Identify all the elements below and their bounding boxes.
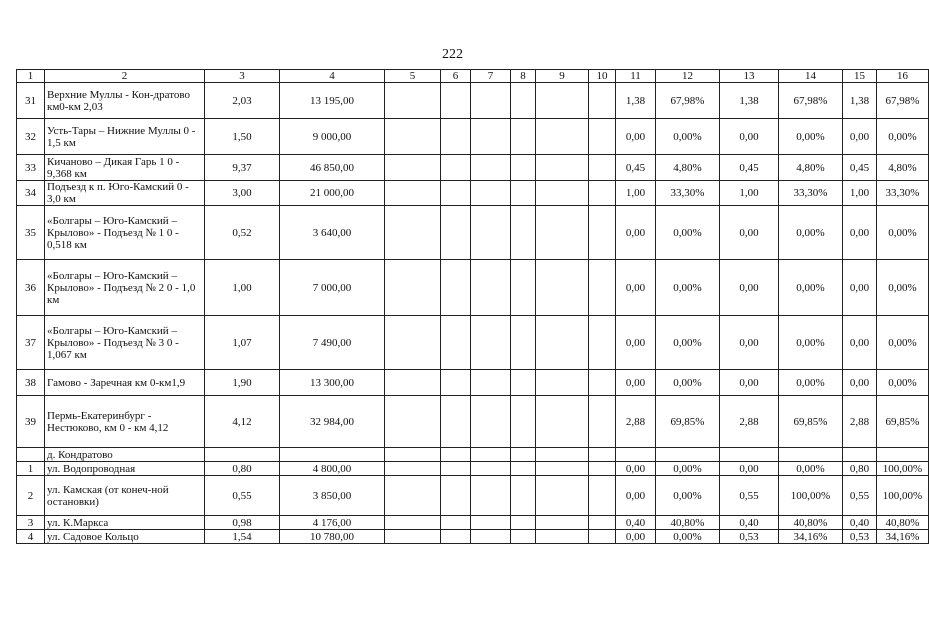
table-cell: 1,38	[843, 83, 877, 119]
table-cell: 9,37	[205, 155, 280, 181]
table-cell: 0,55	[720, 476, 779, 516]
table-cell	[385, 316, 441, 370]
table-cell	[471, 155, 511, 181]
column-header: 14	[779, 70, 843, 83]
table-cell: 0,40	[843, 516, 877, 530]
table-cell	[589, 396, 616, 448]
table-cell: 21 000,00	[280, 181, 385, 206]
table-cell: 34,16%	[877, 530, 929, 544]
table-cell: 0,98	[205, 516, 280, 530]
table-cell	[385, 119, 441, 155]
table-cell	[385, 530, 441, 544]
table-cell	[589, 206, 616, 260]
column-header: 2	[45, 70, 205, 83]
table-cell: 35	[17, 206, 45, 260]
table-cell	[511, 370, 536, 396]
table-cell	[385, 181, 441, 206]
header-row	[17, 70, 929, 83]
table-cell: 0,00	[843, 260, 877, 316]
column-header: 8	[511, 70, 536, 83]
table-cell	[536, 462, 589, 476]
table-cell: 0,80	[843, 462, 877, 476]
table-cell: 40,80%	[877, 516, 929, 530]
table-row	[17, 181, 929, 206]
table-cell: 0,00	[843, 206, 877, 260]
table-cell	[441, 462, 471, 476]
table-cell	[471, 260, 511, 316]
table-cell: д. Кондратово	[45, 448, 205, 462]
table-cell: 13 300,00	[280, 370, 385, 396]
table-row	[17, 206, 929, 260]
table-cell: 4 800,00	[280, 462, 385, 476]
table-cell: 1,00	[843, 181, 877, 206]
table-row	[17, 462, 929, 476]
table-body	[17, 83, 929, 544]
table-cell: 0,00%	[656, 462, 720, 476]
table-cell	[536, 119, 589, 155]
table-cell	[511, 396, 536, 448]
table-cell	[471, 316, 511, 370]
table-cell: 0,00%	[656, 476, 720, 516]
table-cell	[511, 206, 536, 260]
table-cell: 0,00	[843, 370, 877, 396]
table-cell	[589, 83, 616, 119]
table-cell	[441, 530, 471, 544]
table-cell: 0,00	[720, 316, 779, 370]
table-cell	[441, 316, 471, 370]
table-cell: 0,00%	[656, 206, 720, 260]
table-cell: 40,80%	[779, 516, 843, 530]
table-cell	[536, 316, 589, 370]
table-cell: 0,00%	[656, 370, 720, 396]
table-cell	[385, 206, 441, 260]
table-cell: 0,00	[720, 206, 779, 260]
table-cell: 0,00%	[877, 316, 929, 370]
table-cell: 2,88	[616, 396, 656, 448]
table-cell: 2,03	[205, 83, 280, 119]
table-cell: 0,00%	[779, 316, 843, 370]
table-cell	[511, 476, 536, 516]
column-header: 11	[616, 70, 656, 83]
column-header: 9	[536, 70, 589, 83]
table-cell	[441, 260, 471, 316]
table-cell: 0,00%	[877, 119, 929, 155]
table-cell	[471, 119, 511, 155]
column-header: 4	[280, 70, 385, 83]
table-cell: Усть-Тары – Нижние Муллы 0 - 1,5 км	[45, 119, 205, 155]
table-row	[17, 119, 929, 155]
table-cell: 1,38	[616, 83, 656, 119]
table-cell	[205, 448, 280, 462]
column-header: 16	[877, 70, 929, 83]
table-cell	[471, 206, 511, 260]
column-header: 6	[441, 70, 471, 83]
table-cell	[843, 448, 877, 462]
column-header: 5	[385, 70, 441, 83]
table-cell: 1	[17, 462, 45, 476]
table-cell	[511, 448, 536, 462]
table-cell: 0,00%	[656, 119, 720, 155]
table-cell	[441, 155, 471, 181]
table-cell	[589, 260, 616, 316]
table-cell	[471, 396, 511, 448]
table-cell: 32	[17, 119, 45, 155]
table-cell	[385, 462, 441, 476]
table-row	[17, 370, 929, 396]
table-cell: 1,50	[205, 119, 280, 155]
table-cell: 39	[17, 396, 45, 448]
table-cell: 0,00	[616, 206, 656, 260]
table-cell	[471, 181, 511, 206]
table-cell	[511, 530, 536, 544]
table-cell: 0,00	[616, 462, 656, 476]
table-cell: 38	[17, 370, 45, 396]
table-cell: 4,12	[205, 396, 280, 448]
table-cell: 0,00	[616, 370, 656, 396]
table-cell: 40,80%	[656, 516, 720, 530]
table-row	[17, 448, 929, 462]
table-cell	[589, 516, 616, 530]
table-cell: 13 195,00	[280, 83, 385, 119]
table-cell	[536, 155, 589, 181]
table-row	[17, 476, 929, 516]
table-cell	[385, 83, 441, 119]
table-cell: Пермь-Екатеринбург - Нестюково, км 0 - км 4,12	[45, 396, 205, 448]
table-cell: 4,80%	[779, 155, 843, 181]
table-cell	[536, 181, 589, 206]
column-header: 12	[656, 70, 720, 83]
table-cell: 0,00	[843, 119, 877, 155]
table-cell	[589, 316, 616, 370]
table-cell	[17, 448, 45, 462]
table-cell: 67,98%	[779, 83, 843, 119]
table-cell: 0,00%	[877, 260, 929, 316]
table-cell	[471, 370, 511, 396]
column-header: 10	[589, 70, 616, 83]
table-cell: 0,45	[720, 155, 779, 181]
table-row	[17, 155, 929, 181]
table-cell: 3 640,00	[280, 206, 385, 260]
table-cell	[877, 448, 929, 462]
table-cell: 2	[17, 476, 45, 516]
table-cell	[471, 530, 511, 544]
table-cell: 4,80%	[656, 155, 720, 181]
table-cell: 0,55	[205, 476, 280, 516]
table-row	[17, 316, 929, 370]
table-cell	[720, 448, 779, 462]
table-cell	[471, 83, 511, 119]
data-table	[16, 69, 929, 544]
table-cell	[511, 181, 536, 206]
table-cell	[779, 448, 843, 462]
table-cell	[536, 206, 589, 260]
table-cell	[511, 516, 536, 530]
table-cell	[511, 119, 536, 155]
table-cell: 100,00%	[877, 476, 929, 516]
table-cell: Подъезд к п. Юго-Камский 0 - 3,0 км	[45, 181, 205, 206]
table-cell: Кичаново – Дикая Гарь 1 0 - 9,368 км	[45, 155, 205, 181]
table-cell: 10 780,00	[280, 530, 385, 544]
table-cell: 37	[17, 316, 45, 370]
table-cell: 69,85%	[877, 396, 929, 448]
table-cell: 0,00%	[877, 206, 929, 260]
table-row	[17, 260, 929, 316]
table-cell: 0,00%	[779, 119, 843, 155]
table-cell	[511, 155, 536, 181]
table-cell	[385, 396, 441, 448]
table-cell: 36	[17, 260, 45, 316]
table-cell	[589, 155, 616, 181]
table-cell: 32 984,00	[280, 396, 385, 448]
table-cell: 0,00	[616, 476, 656, 516]
table-cell	[471, 462, 511, 476]
table-cell: 67,98%	[656, 83, 720, 119]
table-cell: 1,54	[205, 530, 280, 544]
table-cell: 3	[17, 516, 45, 530]
column-header: 7	[471, 70, 511, 83]
table-cell: 33,30%	[877, 181, 929, 206]
table-cell: 0,00	[720, 260, 779, 316]
page-number: 222	[442, 47, 463, 62]
table-cell: 0,00	[616, 119, 656, 155]
table-cell	[385, 476, 441, 516]
table-cell: 0,45	[616, 155, 656, 181]
table-row	[17, 83, 929, 119]
table-cell: 0,40	[720, 516, 779, 530]
table-cell	[536, 396, 589, 448]
table-cell: «Болгары – Юго-Камский – Крылово» - Подъезд № 2 0 - 1,0 км	[45, 260, 205, 316]
table-cell	[589, 181, 616, 206]
table-cell: Верхние Муллы - Кон-дратово км0-км 2,03	[45, 83, 205, 119]
table-cell	[536, 476, 589, 516]
table-cell: 0,00%	[779, 260, 843, 316]
table-cell: 69,85%	[779, 396, 843, 448]
table-cell: 33	[17, 155, 45, 181]
table-cell: 4,80%	[877, 155, 929, 181]
table-cell: 0,80	[205, 462, 280, 476]
table-cell	[441, 476, 471, 516]
table-cell	[385, 516, 441, 530]
table-cell: 33,30%	[656, 181, 720, 206]
table-cell: 0,55	[843, 476, 877, 516]
table-cell: 1,00	[616, 181, 656, 206]
table-row	[17, 530, 929, 544]
table-cell	[441, 83, 471, 119]
table-row	[17, 396, 929, 448]
table-cell: 2,88	[843, 396, 877, 448]
table-cell	[589, 530, 616, 544]
table-cell: 33,30%	[779, 181, 843, 206]
table-cell	[589, 476, 616, 516]
table-cell	[589, 462, 616, 476]
table-cell	[511, 316, 536, 370]
table-cell: 3 850,00	[280, 476, 385, 516]
table-cell: ул. Камская (от конеч-ной остановки)	[45, 476, 205, 516]
table-cell: 46 850,00	[280, 155, 385, 181]
table-cell: 34	[17, 181, 45, 206]
table-cell	[536, 448, 589, 462]
table-cell: 0,53	[843, 530, 877, 544]
table-cell	[536, 83, 589, 119]
table-cell	[441, 370, 471, 396]
table-cell	[616, 448, 656, 462]
table-cell: 69,85%	[656, 396, 720, 448]
table-cell: 0,45	[843, 155, 877, 181]
table-cell: 3,00	[205, 181, 280, 206]
table-cell	[385, 260, 441, 316]
table-cell: 1,90	[205, 370, 280, 396]
table-cell	[511, 462, 536, 476]
table-cell: 0,00%	[656, 260, 720, 316]
column-header: 13	[720, 70, 779, 83]
table-cell: 2,88	[720, 396, 779, 448]
table-cell: Гамово - Заречная км 0-км1,9	[45, 370, 205, 396]
table-cell: 0,00%	[656, 316, 720, 370]
table-cell	[589, 448, 616, 462]
table-cell	[536, 370, 589, 396]
column-header: 15	[843, 70, 877, 83]
table-cell	[441, 181, 471, 206]
table-cell	[656, 448, 720, 462]
table-cell: 4 176,00	[280, 516, 385, 530]
table-cell: 0,00%	[779, 462, 843, 476]
table-cell	[536, 530, 589, 544]
table-cell: 1,07	[205, 316, 280, 370]
table-cell	[536, 260, 589, 316]
table-cell	[385, 448, 441, 462]
table-cell: 0,00%	[779, 370, 843, 396]
table-row	[17, 516, 929, 530]
table-cell: 0,00	[720, 370, 779, 396]
table-cell: 0,00	[616, 260, 656, 316]
table-cell: «Болгары – Юго-Камский – Крылово» - Подъезд № 3 0 - 1,067 км	[45, 316, 205, 370]
table-cell: 0,40	[616, 516, 656, 530]
table-cell	[589, 119, 616, 155]
table-cell: ул. К.Маркса	[45, 516, 205, 530]
table-cell	[589, 370, 616, 396]
table-cell	[280, 448, 385, 462]
table-cell	[385, 370, 441, 396]
table-cell: 0,52	[205, 206, 280, 260]
table-cell: 0,00	[616, 530, 656, 544]
table-cell: 1,00	[720, 181, 779, 206]
table-cell: 1,38	[720, 83, 779, 119]
table-cell	[385, 155, 441, 181]
table-cell: 1,00	[205, 260, 280, 316]
table-cell: 9 000,00	[280, 119, 385, 155]
table-cell: 0,00	[720, 119, 779, 155]
column-header: 3	[205, 70, 280, 83]
table-cell: 0,00%	[877, 370, 929, 396]
table-cell: 100,00%	[779, 476, 843, 516]
table-cell: 0,00	[720, 462, 779, 476]
table-cell	[511, 83, 536, 119]
table-cell: 4	[17, 530, 45, 544]
table-cell: 34,16%	[779, 530, 843, 544]
table-cell: 0,53	[720, 530, 779, 544]
table-cell	[511, 260, 536, 316]
table-cell: ул. Водопроводная	[45, 462, 205, 476]
table-cell: 67,98%	[877, 83, 929, 119]
table-cell: ул. Садовое Кольцо	[45, 530, 205, 544]
table-cell: 0,00%	[656, 530, 720, 544]
table-cell: 31	[17, 83, 45, 119]
table-cell	[441, 396, 471, 448]
table-cell	[471, 516, 511, 530]
table-cell	[441, 516, 471, 530]
table-cell: «Болгары – Юго-Камский – Крылово» - Подъезд № 1 0 - 0,518 км	[45, 206, 205, 260]
table-cell	[441, 448, 471, 462]
table-cell	[441, 119, 471, 155]
table-cell	[441, 206, 471, 260]
column-header: 1	[17, 70, 45, 83]
table-cell: 100,00%	[877, 462, 929, 476]
table-cell: 0,00%	[779, 206, 843, 260]
table-cell: 7 000,00	[280, 260, 385, 316]
table-cell: 0,00	[616, 316, 656, 370]
table-cell	[471, 476, 511, 516]
table-cell: 0,00	[843, 316, 877, 370]
table-cell	[471, 448, 511, 462]
table-cell: 7 490,00	[280, 316, 385, 370]
table-cell	[536, 516, 589, 530]
